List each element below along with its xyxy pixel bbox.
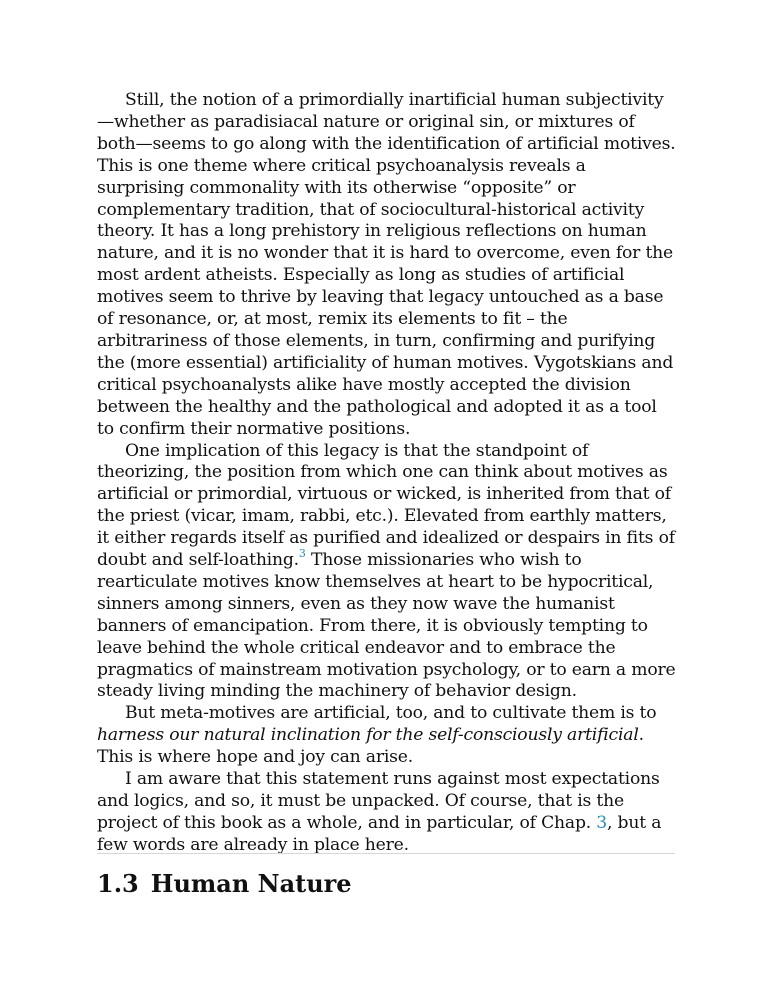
paragraph-3 — [97, 703, 677, 769]
footnote-link-3[interactable]: 3 — [298, 547, 306, 561]
paragraph-4 — [97, 769, 677, 857]
paragraph-3-text-after-italic: . This is where hope and joy can arise. — [97, 725, 644, 768]
section-title: Human Nature — [150, 869, 352, 898]
paragraph-3-italic-phrase: harness our natural inclination for the self-consciously artificial — [97, 725, 639, 746]
paragraph-4-text-after-ref: , but a few words are already in place here. — [97, 812, 662, 855]
paragraph-1-text: Still, the notion of a primordially inartificial human subjectivity—whether as paradisiacal nature or original sin, or mixtures of both—seems to go along with the identification of artificial motives. This is one theme where critical psychoanalysis reveals a surprising commonality with its otherwise “opposite” or complementary tradition, that of sociocultural-historical activity theory. It has a long prehistory in religious reflections on human nature, and it is no wonder that it is hard to overcome, even for the most ardent atheists. Especially as long as studies of artificial motives seem to thrive by leaving that legacy untouched as a base of resonance, or, at most, remix its elements to fit – the arbitrariness of those elements, in turn, confirming and purifying the (more essential) artificiality of human motives. Vygotskians and critical psychoanalysts alike have mostly accepted the division between the healthy and the pathological and adopted it as a tool to confirm their normative positions. — [97, 90, 676, 439]
section-number: 1.3 — [97, 869, 139, 898]
section-divider — [97, 853, 675, 854]
paragraph-2 — [97, 441, 677, 704]
paragraph-3-text-before-italic: But meta-motives are artificial, too, and to cultivate them is to — [125, 703, 657, 724]
section-heading — [97, 866, 352, 902]
chapter-link-3[interactable]: 3 — [596, 812, 608, 833]
body-text — [97, 90, 677, 857]
paragraph-1 — [97, 90, 677, 441]
paragraph-2-text-before-note: One implication of this legacy is that the standpoint of theorizing, the position from which one can think about motives as artificial or primordial, virtuous or wicked, is inherited from that of the priest (vicar, imam, rabbi, etc.). Elevated from earthly matters, it either regards itself as purified and idealized or despairs in fits of doubt and self-loathing. — [97, 440, 675, 571]
paragraph-4-text-before-ref: I am aware that this statement runs against most expectations and logics, and so, it must be unpacked. Of course, that is the project of this book as a whole, and in particular, of Chap. — [97, 769, 660, 833]
paragraph-2-text-after-note: Those missionaries who wish to rearticulate motives know themselves at heart to be hypocritical, sinners among sinners, even as they now wave the humanist banners of emancipation. From there, it is obviously tempting to leave behind the whole critical endeavor and to embrace the pragmatics of mainstream motivation psychology, or to earn a more steady living minding the machinery of behavior design. — [97, 550, 676, 702]
